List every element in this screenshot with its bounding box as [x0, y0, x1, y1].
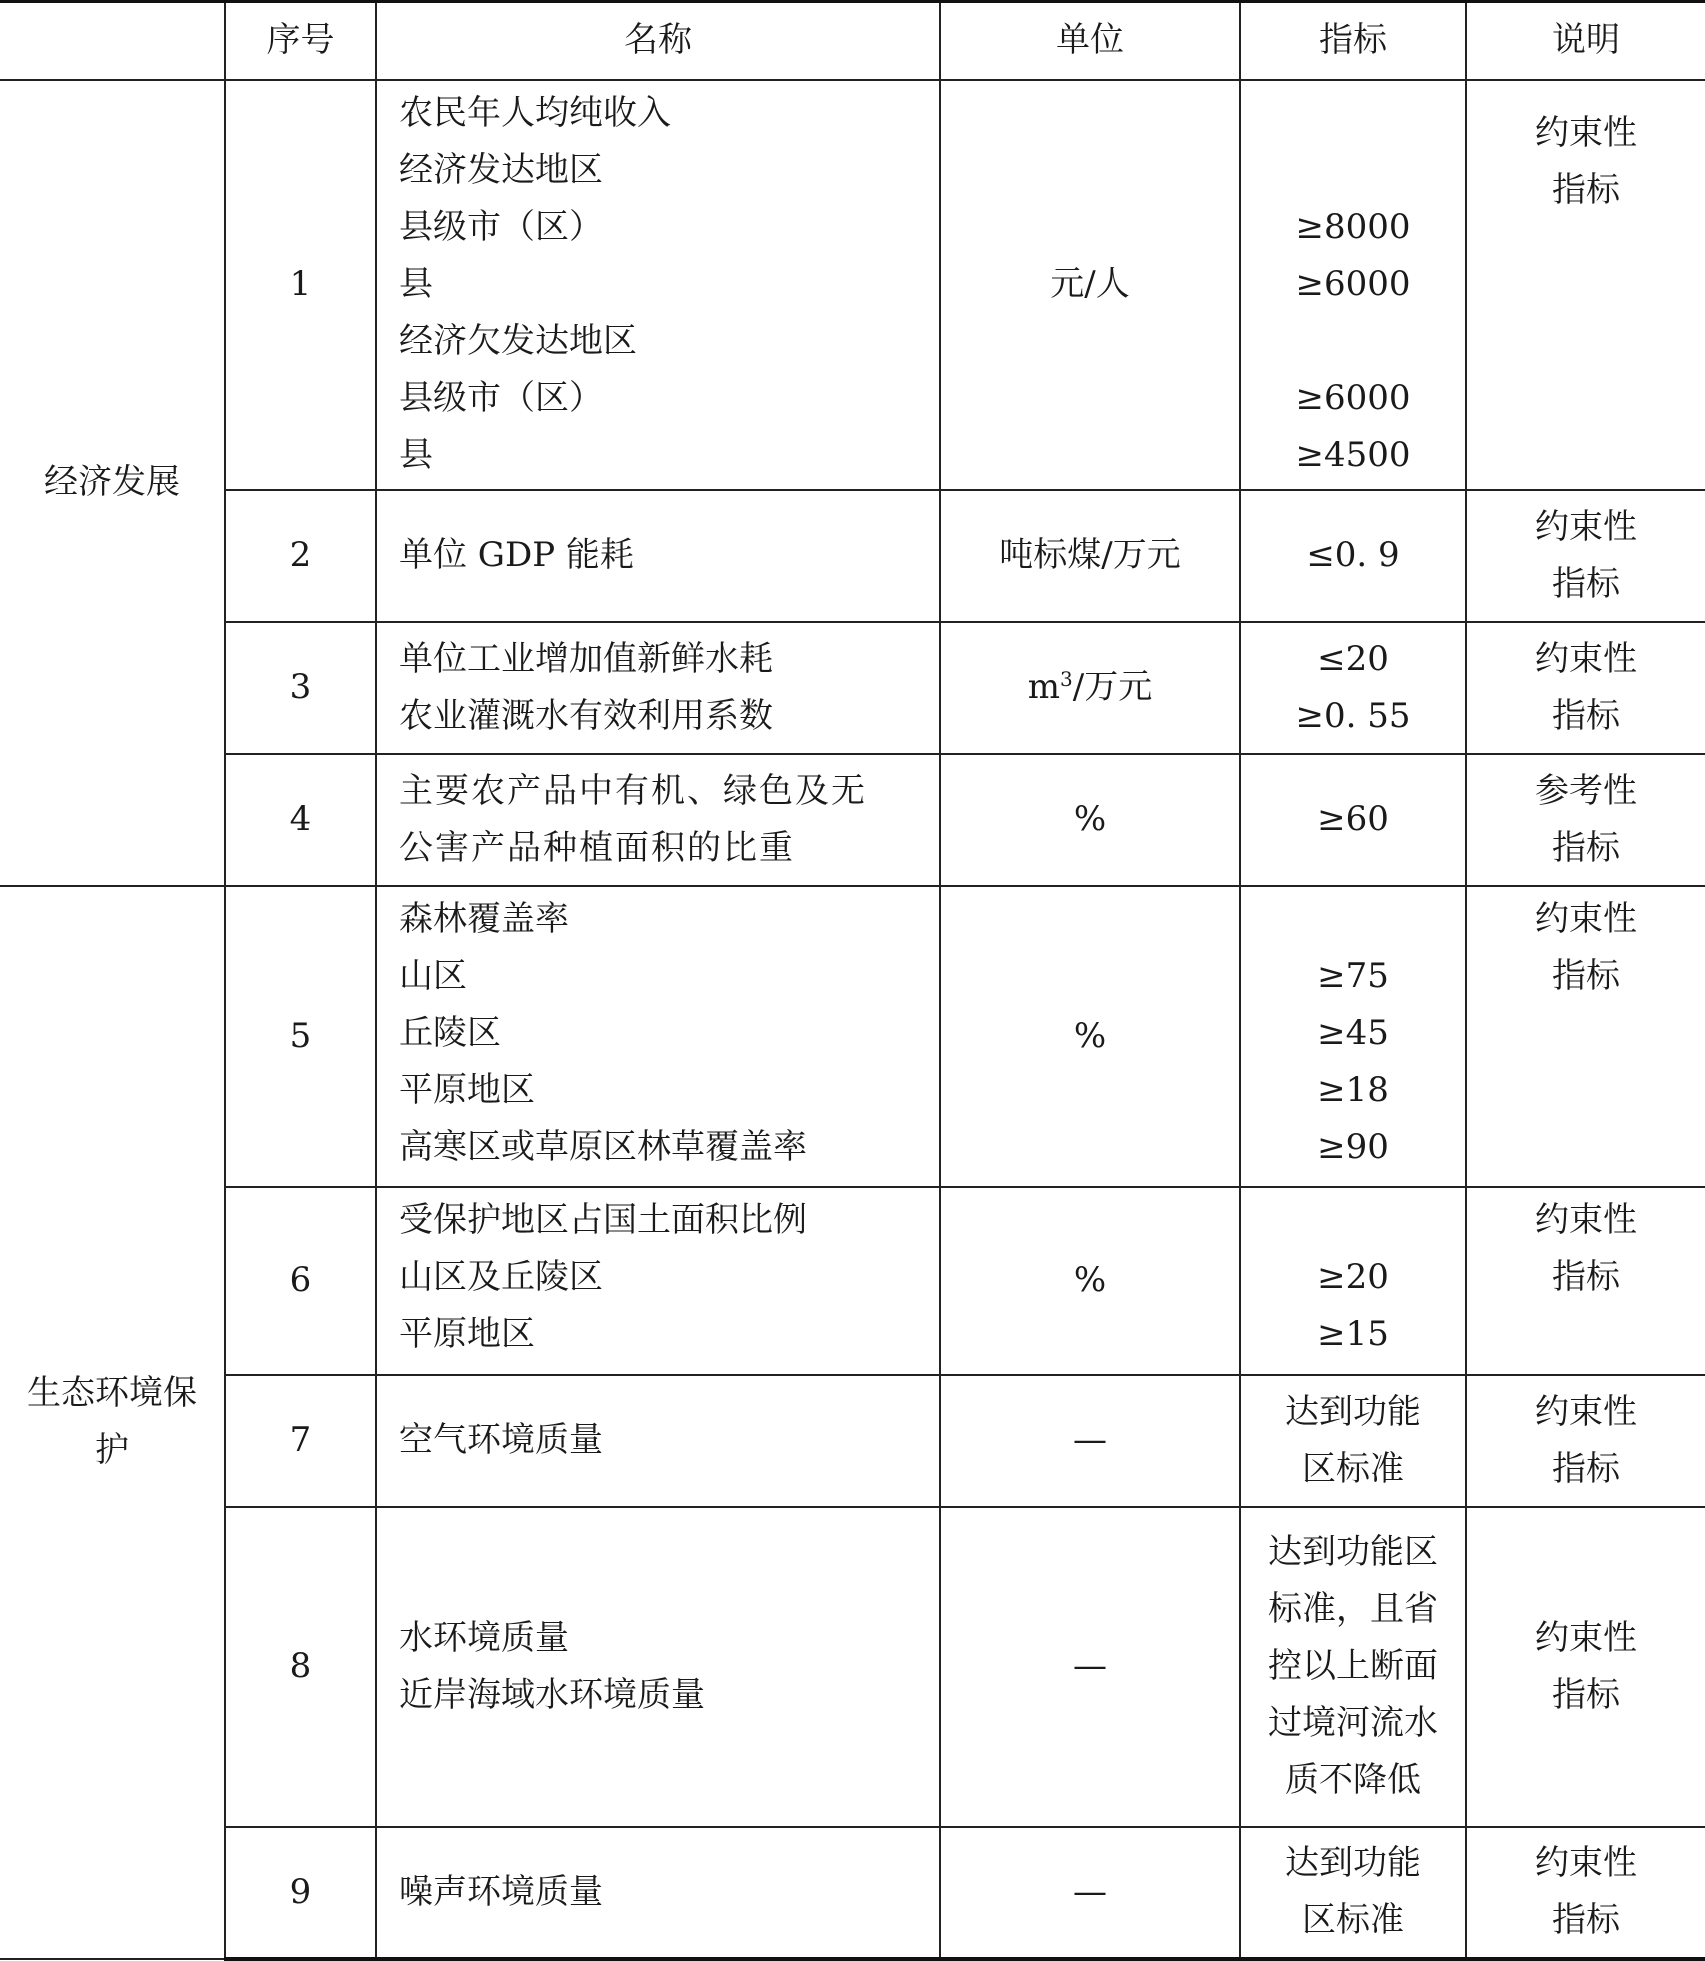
name-cell — [376, 622, 940, 754]
name-line: 近岸海域水环境质量 — [399, 1674, 705, 1715]
table-row — [0, 622, 1705, 754]
target-line: ≥6000 — [1295, 263, 1411, 304]
name-line: 单位 GDP 能耗 — [399, 535, 634, 575]
row-number: 1 — [225, 80, 376, 490]
note-cell — [1466, 886, 1705, 1187]
note-line: 指标 — [1552, 1256, 1620, 1297]
name-line: 森林覆盖率 — [399, 898, 569, 939]
header-note: 说明 — [1466, 2, 1705, 80]
note-line: 约束性 — [1535, 1617, 1637, 1658]
name-line: 县级市（区） — [399, 206, 603, 247]
target-line — [1241, 85, 1465, 142]
note-line: 指标 — [1552, 1448, 1620, 1489]
target-cell — [1240, 1187, 1466, 1375]
table-row — [0, 886, 1705, 1187]
note-line: 约束性 — [1535, 1199, 1637, 1240]
unit-cell: — — [940, 1827, 1240, 1959]
category-cell-ecology — [0, 886, 225, 1959]
header-target: 指标 — [1240, 2, 1466, 80]
unit-superscript: 3 — [1060, 667, 1073, 691]
note-line: 约束性 — [1535, 1391, 1637, 1432]
target-line: ≥75 — [1317, 955, 1389, 996]
target-line: 过境河流水 — [1268, 1703, 1438, 1743]
target-line: ≥4500 — [1295, 434, 1411, 475]
name-line: 高寒区或草原区林草覆盖率 — [399, 1126, 807, 1167]
target-cell — [1240, 1827, 1466, 1959]
target-line: ≤20 — [1317, 638, 1389, 679]
note-line: 约束性 — [1535, 898, 1637, 939]
note-cell — [1466, 1827, 1705, 1959]
note-line: 参考性 — [1535, 770, 1637, 811]
target-cell — [1240, 622, 1466, 754]
unit-cell — [940, 622, 1240, 754]
name-line: 单位工业增加值新鲜水耗 — [399, 638, 773, 679]
target-line: 达到功能 — [1285, 1843, 1421, 1883]
name-cell — [376, 886, 940, 1187]
note-line: 指标 — [1552, 955, 1620, 996]
target-line — [1241, 142, 1465, 199]
target-line: ≥18 — [1317, 1069, 1389, 1110]
note-cell — [1466, 80, 1705, 490]
name-line: 县级市（区） — [399, 377, 603, 418]
name-line: 水环境质量 — [399, 1617, 569, 1658]
target-cell — [1240, 1507, 1466, 1827]
table-row — [0, 1827, 1705, 1959]
note-line: 指标 — [1552, 563, 1620, 604]
target-line: 达到功能区 — [1268, 1532, 1438, 1572]
target-cell — [1240, 886, 1466, 1187]
target-line: 区标准 — [1302, 1900, 1404, 1940]
target-line: 标准，且省 — [1268, 1589, 1438, 1629]
header-no: 序号 — [225, 2, 376, 80]
row-number: 2 — [225, 490, 376, 622]
target-line — [1241, 891, 1465, 948]
row-number: 9 — [225, 1827, 376, 1959]
name-line: 农业灌溉水有效利用系数 — [399, 695, 773, 736]
row-number: 8 — [225, 1507, 376, 1827]
name-line: 经济发达地区 — [399, 149, 603, 190]
category-cell-economic — [0, 80, 225, 886]
note-line: 指标 — [1552, 1674, 1620, 1715]
note-cell — [1466, 622, 1705, 754]
name-line: 山区 — [399, 955, 467, 996]
table-row — [0, 1187, 1705, 1375]
target-line — [1241, 313, 1465, 370]
name-line: 噪声环境质量 — [399, 1871, 603, 1912]
table-row — [0, 1375, 1705, 1507]
unit-cell: % — [940, 1187, 1240, 1375]
header-category — [0, 2, 225, 80]
header-row — [0, 2, 1705, 80]
target-line: 区标准 — [1302, 1448, 1404, 1489]
name-line: 空气环境质量 — [399, 1420, 603, 1460]
target-cell — [1240, 490, 1466, 622]
category-label: 经济发展 — [44, 462, 180, 502]
target-line: 达到功能 — [1285, 1391, 1421, 1432]
note-cell — [1466, 1187, 1705, 1375]
unit-cell: % — [940, 886, 1240, 1187]
name-cell — [376, 1187, 940, 1375]
note-line: 约束性 — [1535, 506, 1637, 547]
note-line: 约束性 — [1535, 112, 1637, 153]
target-line: ≥0. 55 — [1295, 695, 1411, 736]
header-unit: 单位 — [940, 2, 1240, 80]
target-line — [1241, 1192, 1465, 1249]
name-line: 平原地区 — [399, 1069, 535, 1110]
header-name: 名称 — [376, 2, 940, 80]
name-cell — [376, 1827, 940, 1959]
note-line: 指标 — [1552, 1900, 1620, 1940]
note-line: 约束性 — [1535, 638, 1637, 679]
name-line: 农民年人均纯收入 — [399, 92, 671, 133]
row-number: 7 — [225, 1375, 376, 1507]
name-line: 受保护地区占国土面积比例 — [399, 1199, 807, 1240]
name-line: 平原地区 — [399, 1313, 535, 1354]
note-line: 指标 — [1552, 169, 1620, 210]
note-cell — [1466, 1507, 1705, 1827]
unit-rest: /万元 — [1072, 667, 1153, 707]
category-label: 生态环境保护 — [27, 1373, 197, 1470]
target-line: ≥60 — [1317, 799, 1389, 839]
note-cell — [1466, 754, 1705, 886]
table-row — [0, 490, 1705, 622]
target-line: 控以上断面 — [1268, 1646, 1438, 1686]
note-line: 指标 — [1552, 827, 1620, 868]
note-cell — [1466, 1375, 1705, 1507]
table-row — [0, 1507, 1705, 1827]
target-line: 质不降低 — [1285, 1760, 1421, 1800]
name-cell — [376, 80, 940, 490]
target-line: ≥8000 — [1295, 206, 1411, 247]
name-line: 山区及丘陵区 — [399, 1256, 603, 1297]
target-line: ≥15 — [1317, 1313, 1389, 1354]
row-number: 3 — [225, 622, 376, 754]
unit-cell: 元/人 — [940, 80, 1240, 490]
name-line: 县 — [399, 434, 433, 475]
name-cell — [376, 1375, 940, 1507]
name-cell — [376, 490, 940, 622]
target-line: ≥20 — [1317, 1256, 1389, 1297]
unit-cell: % — [940, 754, 1240, 886]
target-line: ≥45 — [1317, 1012, 1389, 1053]
name-line: 公害产品种植面积的比重 — [399, 827, 795, 868]
row-number: 5 — [225, 886, 376, 1187]
table-row — [0, 754, 1705, 886]
target-cell — [1240, 754, 1466, 886]
name-cell — [376, 1507, 940, 1827]
table-row — [0, 80, 1705, 490]
target-line: ≥90 — [1317, 1126, 1389, 1167]
name-line: 县 — [399, 263, 433, 304]
note-line: 指标 — [1552, 695, 1620, 736]
unit-cell: — — [940, 1507, 1240, 1827]
target-line: ≥6000 — [1295, 377, 1411, 418]
unit-cell: 吨标煤/万元 — [940, 490, 1240, 622]
row-number: 4 — [225, 754, 376, 886]
name-line: 主要农产品中有机、绿色及无 — [399, 770, 867, 811]
name-line: 经济欠发达地区 — [399, 320, 637, 361]
target-cell — [1240, 80, 1466, 490]
name-line: 丘陵区 — [399, 1012, 501, 1053]
note-cell — [1466, 490, 1705, 622]
target-cell — [1240, 1375, 1466, 1507]
target-line: ≤0. 9 — [1306, 535, 1400, 575]
name-cell — [376, 754, 940, 886]
unit-cell: — — [940, 1375, 1240, 1507]
note-line: 约束性 — [1535, 1843, 1637, 1883]
unit-base: m — [1027, 667, 1061, 707]
row-number: 6 — [225, 1187, 376, 1375]
